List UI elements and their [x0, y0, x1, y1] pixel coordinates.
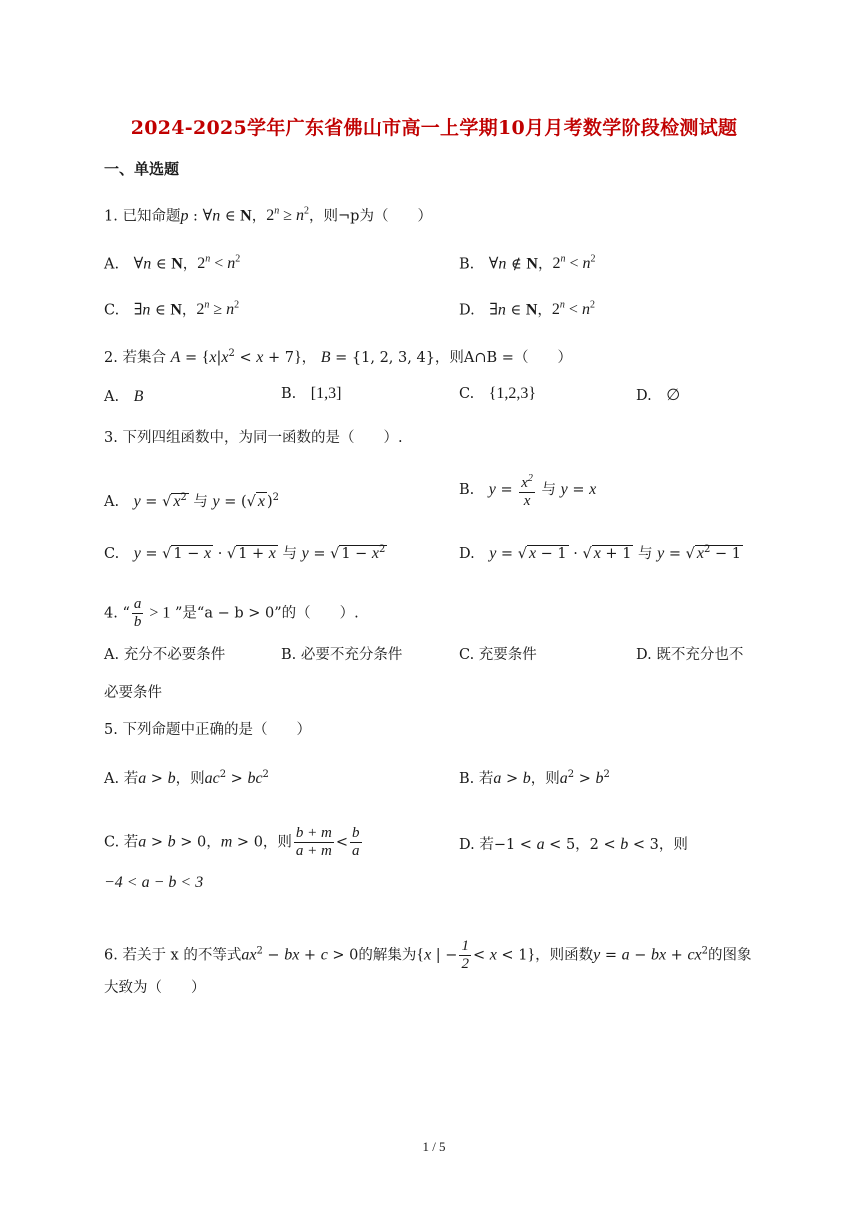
q3-option-c: C. y = √ 1 − x · √ 1 + x 与 y = √ $1 - x^2$ [104, 544, 386, 562]
q5-option-d-cont: −4 < a − b < 3 [104, 874, 204, 891]
q2-option-d: D. ∅ [636, 387, 681, 404]
q2-stem: 2. 若集合 [104, 349, 166, 366]
q5-option-c: C. 若a > b > 0，m > 0，则 $\frac{b + m}{a + m}$ < $\frac{b}{a}$ [104, 825, 360, 859]
q3-option-a: A. y = √ $x^2$ 与 y = (√ x )$^2$ [104, 492, 280, 510]
q1-stem: 1. 已知命题 [104, 208, 181, 225]
q2-option-b: B. [1,3] [281, 385, 342, 402]
q1-option-c: C. ∃n ∈ N，$2^n \ge n^2$ [104, 300, 240, 319]
q3-option-b: B. y = $\frac{x^2}{x}$ 与 y = x [459, 470, 596, 510]
question-6: 6. 若关于 x 的不等式$ax^2$ − bx + c > 0的解集为{x | − $\frac{1}{2}$ < x < 1}，则函数y = a − bx + $cx^2$的图象 [104, 938, 752, 972]
q1-option-b: B. ∀n ∉ N，$2^n < n^2$ [459, 254, 596, 273]
q1-option-d: D. ∃n ∈ N，$2^n < n^2$ [459, 300, 595, 319]
q5-option-b: B. 若a > b，则$a^2 > b^2$ [459, 769, 610, 787]
q5-option-a: A. 若a > b，则$ac^2 > bc^2$ [104, 769, 269, 787]
page-title: 2024-2025学年广东省佛山市高一上学期10月月考数学阶段检测试题 [130, 117, 738, 139]
q2-option-a: A. B [104, 388, 144, 405]
page-number: 1 / 5 [422, 1139, 446, 1154]
question-1: 1. 已知命题p : ∀n ∈ N，$2^n \ge n^2$，则¬p为（ ） [104, 206, 432, 225]
q1-after: ，则¬p为（ ） [309, 208, 432, 225]
question-3: 3. 下列四组函数中，为同一函数的是（ ）. [104, 430, 403, 446]
question-2: 2. 若集合 $A = \{x|x^2 < x + 7\}$， B = {1, 2, 3, 4}，则A∩B =（ ） [104, 348, 572, 366]
q5-option-d: D. 若−1 < a < 5，2 < b < 3，则 [459, 836, 688, 853]
q1-option-a: A. ∀n ∈ N，$2^n < n^2$ [104, 254, 241, 273]
question-4: 4. “ $\frac{a}{b}$ > 1 ”是“a − b > 0”的（ ）. [104, 596, 359, 630]
q4-option-b: B. 必要不充分条件 [281, 647, 403, 663]
q4-option-d: D. 既不充分也不 [636, 647, 744, 663]
question-5: 5. 下列命题中正确的是（ ） [104, 722, 311, 738]
question-6-cont: 大致为（ ） [104, 980, 206, 996]
q3-option-d: D. y = √ x − 1 · √ x + 1 与 y = √ $x^2 - 1$ [459, 544, 741, 562]
q2-after: ，则A∩B =（ ） [434, 349, 572, 366]
q4-option-a: A. 充分不必要条件 [104, 647, 226, 663]
q4-option-c: C. 充要条件 [459, 647, 537, 663]
section-heading: 一、单选题 [104, 160, 180, 178]
q2-option-c: C. {1,2,3} [459, 385, 537, 402]
q4-option-d-cont: 必要条件 [104, 685, 162, 701]
